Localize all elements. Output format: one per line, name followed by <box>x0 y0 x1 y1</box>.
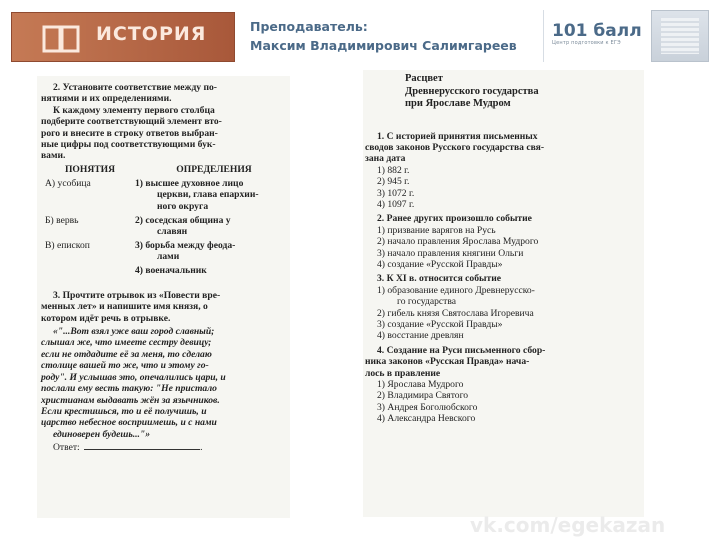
teacher-label: Преподаватель: <box>250 19 368 34</box>
answer-line: Ответ: . <box>41 442 288 453</box>
question-2-options: 1) призвание варягов на Русь 2) начало правления Ярослава Мудрого 3) начало правления княгини Ольги 4) создание «Русской Правды» <box>377 224 539 270</box>
task2-heading: 2. Установите соответствие между по- нятиями и их определениями. <box>41 82 218 105</box>
question-2: 2. Ранее других произошло событие <box>377 213 532 225</box>
definition-3: 3) борьба между феода- лами <box>135 239 236 263</box>
watermark: vk.com/egekazan <box>470 513 666 537</box>
answer-blank <box>84 449 200 450</box>
concept-b: Б) вервь <box>45 214 79 226</box>
slide-thumbnail <box>651 10 709 62</box>
left-page <box>37 76 290 518</box>
subject-logo <box>11 12 235 62</box>
question-1: 1. С историей принятия письменных сводов законов Русского государства свя- зана дата <box>365 130 545 165</box>
definitions-column <box>135 163 293 276</box>
brand-tagline: Центр подготовки к ЕГЭ <box>552 40 621 46</box>
question-3: 3. К XI в. относится событие <box>377 273 501 285</box>
right-page <box>363 70 644 517</box>
question-1-options: 1) 882 г. 2) 945 г. 3) 1072 г. 4) 1097 г. <box>377 164 415 210</box>
teacher-name: Максим Владимирович Салимгареев <box>250 38 517 53</box>
concept-c: В) епископ <box>45 239 90 251</box>
book-icon <box>42 23 80 53</box>
concept-a: А) усобица <box>45 177 91 189</box>
question-4-options: 1) Ярослава Мудрого 2) Владимира Святого 3) Андрея Боголюбского 4) Александра Невского <box>377 379 478 425</box>
task3-heading: 3. Прочтите отрывок из «Повести вре- менных лет» и напишите имя князя, о котором идёт речь в отрывке. <box>41 289 221 324</box>
brand-name: 101 балл <box>552 21 642 41</box>
question-3-options: 1) образование единого Древнерусско- го государства 2) гибель князя Святослава Игоревича 3) создание «Русской Правды» 4) восстание древлян <box>377 284 535 342</box>
matching-table <box>41 164 288 282</box>
header-divider <box>543 10 544 62</box>
brand-logo <box>552 22 642 46</box>
chronicle-quote: «"...Вот взял уже ваш город славный; слышал же, что имеете сестру девицу; если не отдадите её за меня, то сделаю столице вашей то же, что и этому го- роду". И услышав это, опечалились цари, и послали ему весть такую: "Не пристало христианам выдавать жён за язычников. Если крестишься, то и её получишь, и царство небесное восприимешь, и с нами единоверен будешь..."» <box>41 326 226 440</box>
concepts-column <box>45 163 135 251</box>
section-title: Расцвет Древнерусского государства при Ярославе Мудром <box>405 73 539 109</box>
task2-instructions: К каждому элементу первого столбца подберите соответствующий элемент вто- рого и внесите в строку ответов выбран- ные цифры под соответствующими бук- вами. <box>41 104 222 162</box>
concepts-header: ПОНЯТИЯ <box>64 163 116 175</box>
question-4: 4. Создание на Руси письменного сбор- ника законов «Русская Правда» нача- лось в правление <box>365 344 546 379</box>
definition-1: 1) высшее духовное лицо церкви, глава епархии- ного округа <box>135 177 259 212</box>
definition-2: 2) соседская община у славян <box>135 214 231 238</box>
definition-4: 4) военачальник <box>135 264 207 276</box>
definitions-header: ОПРЕДЕЛЕНИЯ <box>176 163 252 175</box>
answer-label: Ответ: <box>53 442 80 454</box>
teacher-info <box>250 17 517 55</box>
subject-title: ИСТОРИЯ <box>96 23 207 45</box>
